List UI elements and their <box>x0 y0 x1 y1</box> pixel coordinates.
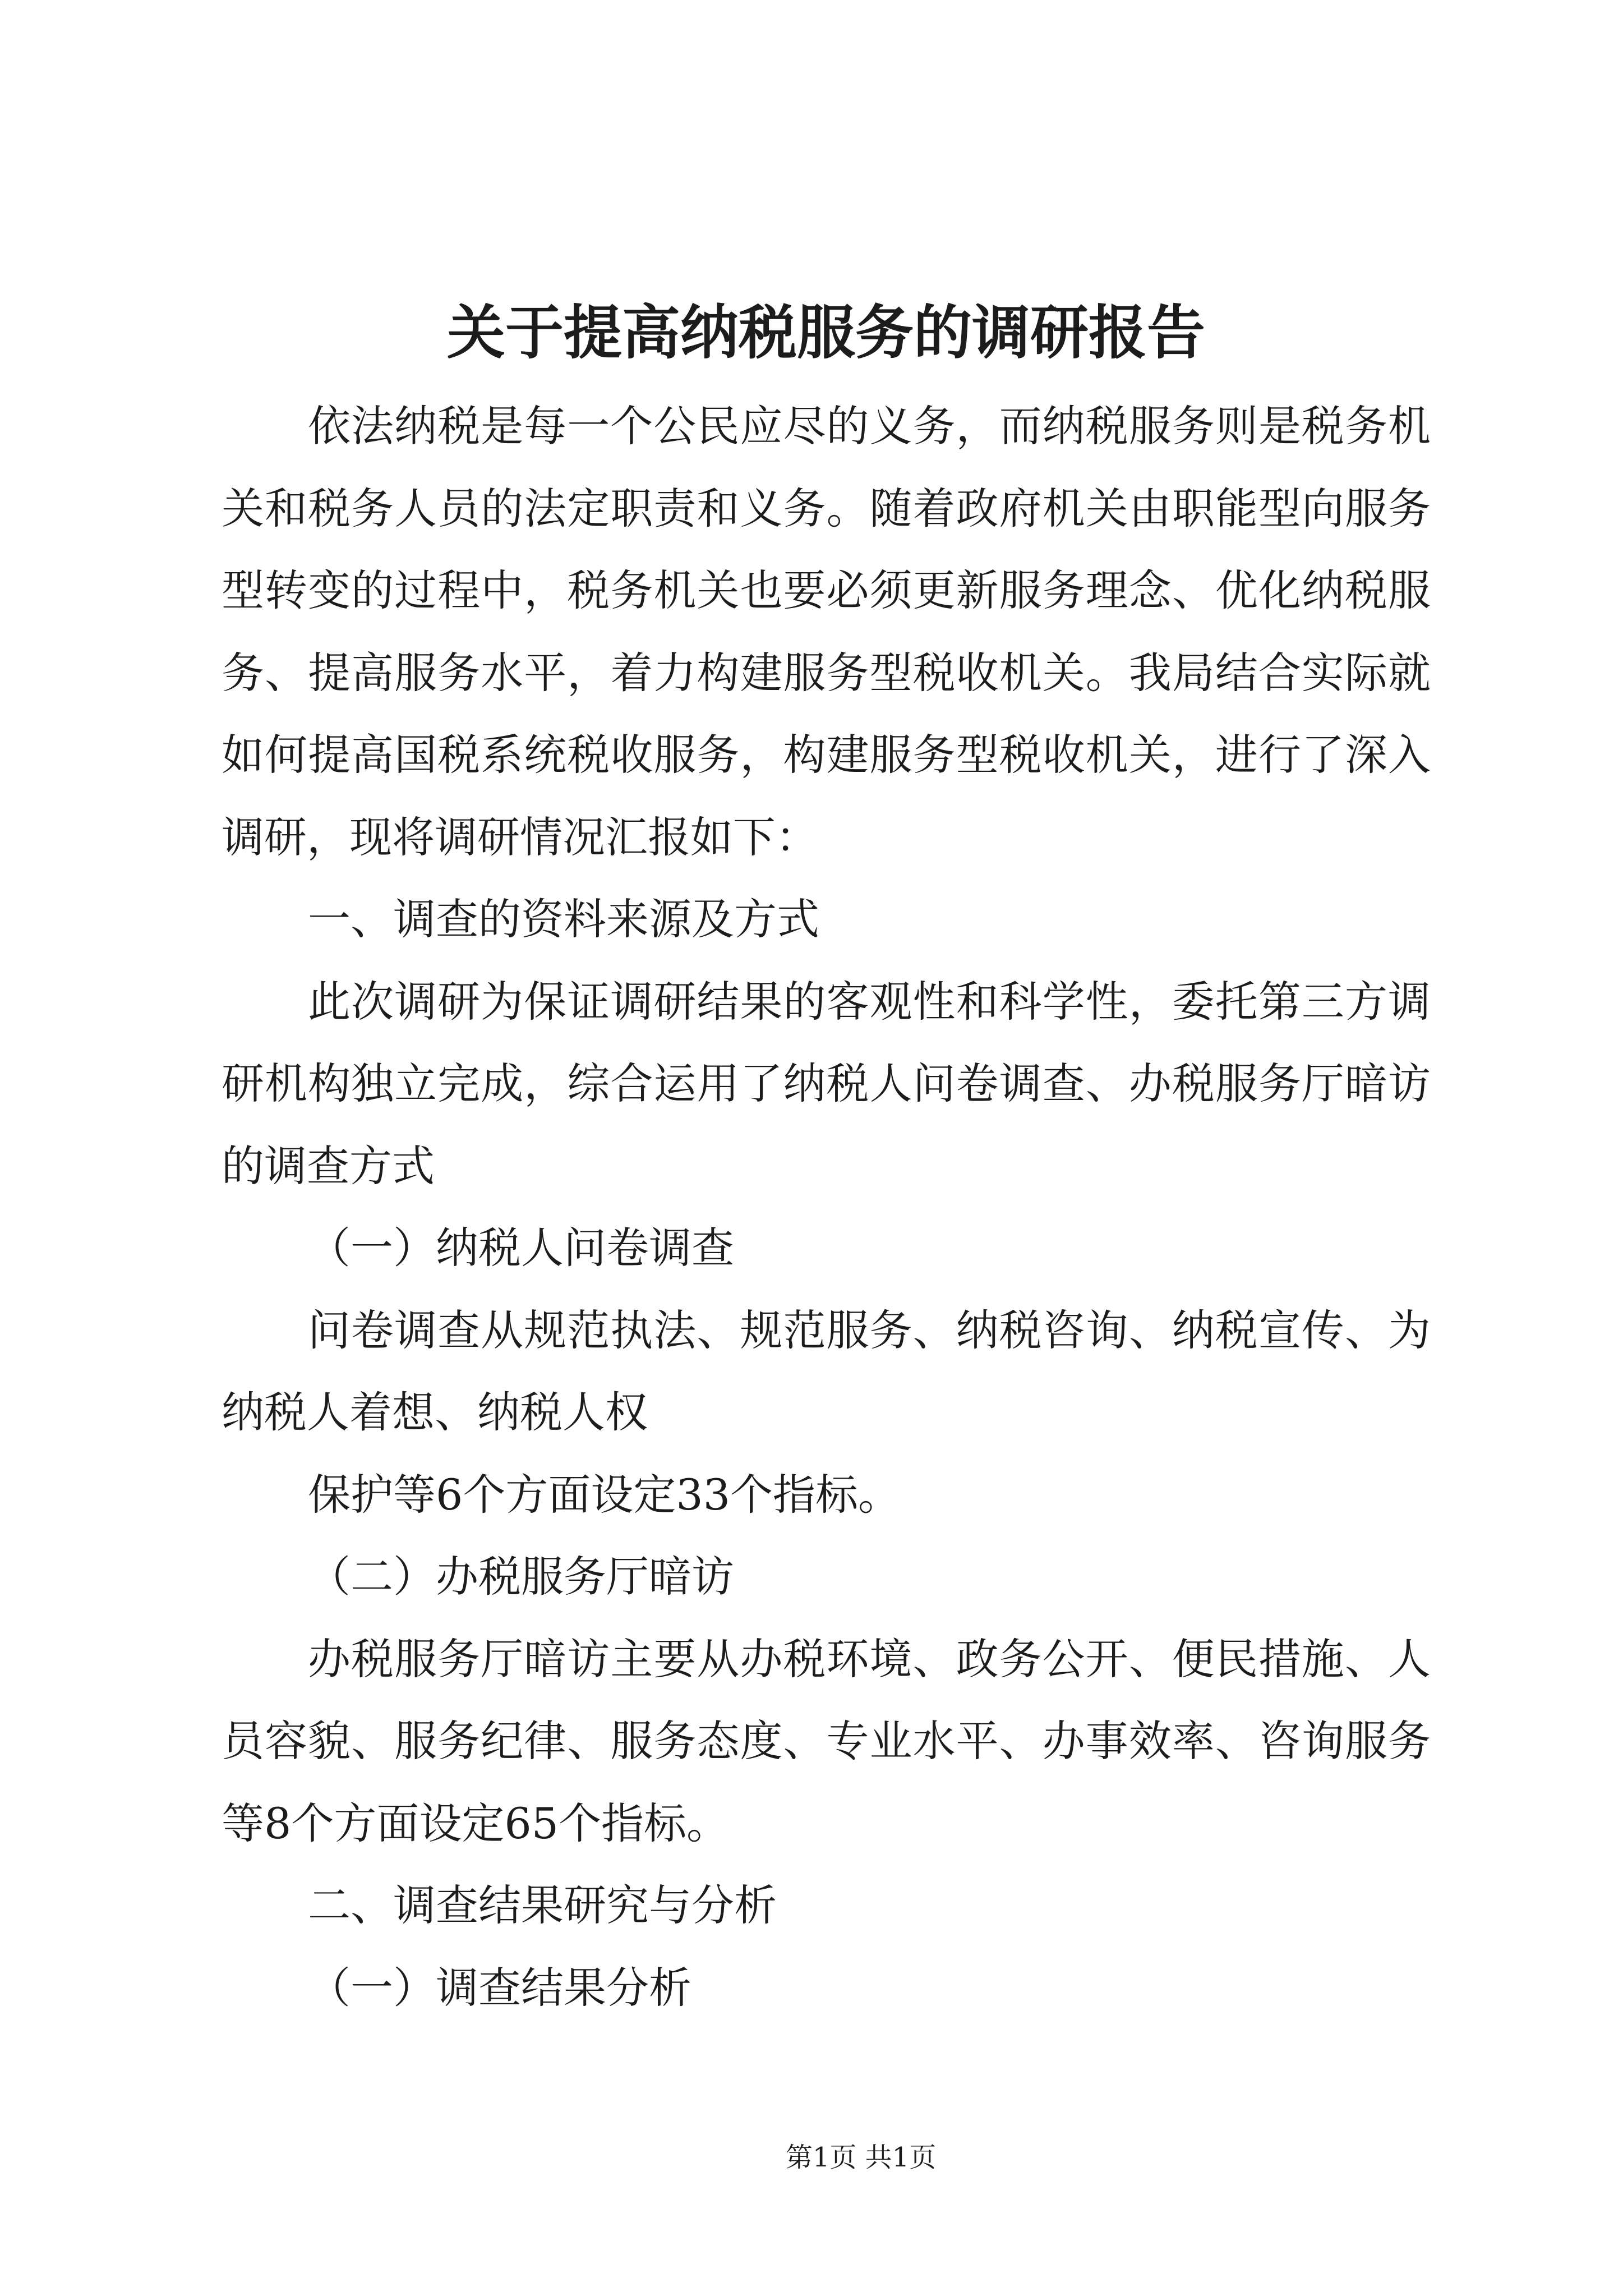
subsection-heading: （二）办税服务厅暗访 <box>308 1552 734 1602</box>
paragraph-line: 的调查方式 <box>222 1140 435 1191</box>
subsection-heading: （一）纳税人问卷调查 <box>308 1223 734 1273</box>
questionnaire-paragraph <box>222 1290 1431 1454</box>
paragraph-line: 型转变的过程中，税务机关也要必须更新服务理念、优化纳税服 <box>222 565 1431 615</box>
paragraph-line: 员容貌、服务纪律、服务态度、专业水平、办事效率、咨询服务 <box>222 1716 1431 1766</box>
paragraph-line: 关和税务人员的法定职责和义务。随着政府机关由职能型向服务 <box>222 483 1431 533</box>
paragraph-line: 保护等6个方面设定33个指标。 <box>308 1469 901 1520</box>
paragraph-line: 调研，现将调研情况汇报如下： <box>222 812 818 862</box>
paragraph-line: 务、提高服务水平，着力构建服务型税收机关。我局结合实际就 <box>222 647 1431 698</box>
page-footer: 第1页 共1页 <box>785 2142 937 2173</box>
visit-paragraph <box>222 1618 1431 1865</box>
section-heading: 一、调查的资料来源及方式 <box>308 894 819 944</box>
document-body <box>222 385 1431 2029</box>
section-heading: 二、调查结果研究与分析 <box>308 1880 777 1930</box>
paragraph-line: 如何提高国税系统税收服务，构建服务型税收机关，进行了深入 <box>222 730 1431 780</box>
intro-paragraph <box>222 385 1431 878</box>
paragraph-line: 此次调研为保证调研结果的客观性和科学性，委托第三方调 <box>308 976 1431 1027</box>
paragraph-line: 问卷调查从规范执法、规范服务、纳税咨询、纳税宣传、为 <box>308 1305 1431 1355</box>
document-title: 关于提高纳税服务的调研报告 <box>446 298 1205 367</box>
section1-paragraph <box>222 961 1431 1208</box>
subsection-heading: （一）调查结果分析 <box>308 1962 691 2013</box>
paragraph-line: 等8个方面设定65个指标。 <box>222 1798 730 1848</box>
paragraph-line: 纳税人着想、纳税人权 <box>222 1387 648 1437</box>
paragraph-line: 依法纳税是每一个公民应尽的义务，而纳税服务则是税务机 <box>308 401 1431 451</box>
paragraph-line: 研机构独立完成，综合运用了纳税人问卷调查、办税服务厅暗访 <box>222 1059 1431 1108</box>
paragraph-line: 办税服务厅暗访主要从办税环境、政务公开、便民措施、人 <box>308 1634 1431 1684</box>
